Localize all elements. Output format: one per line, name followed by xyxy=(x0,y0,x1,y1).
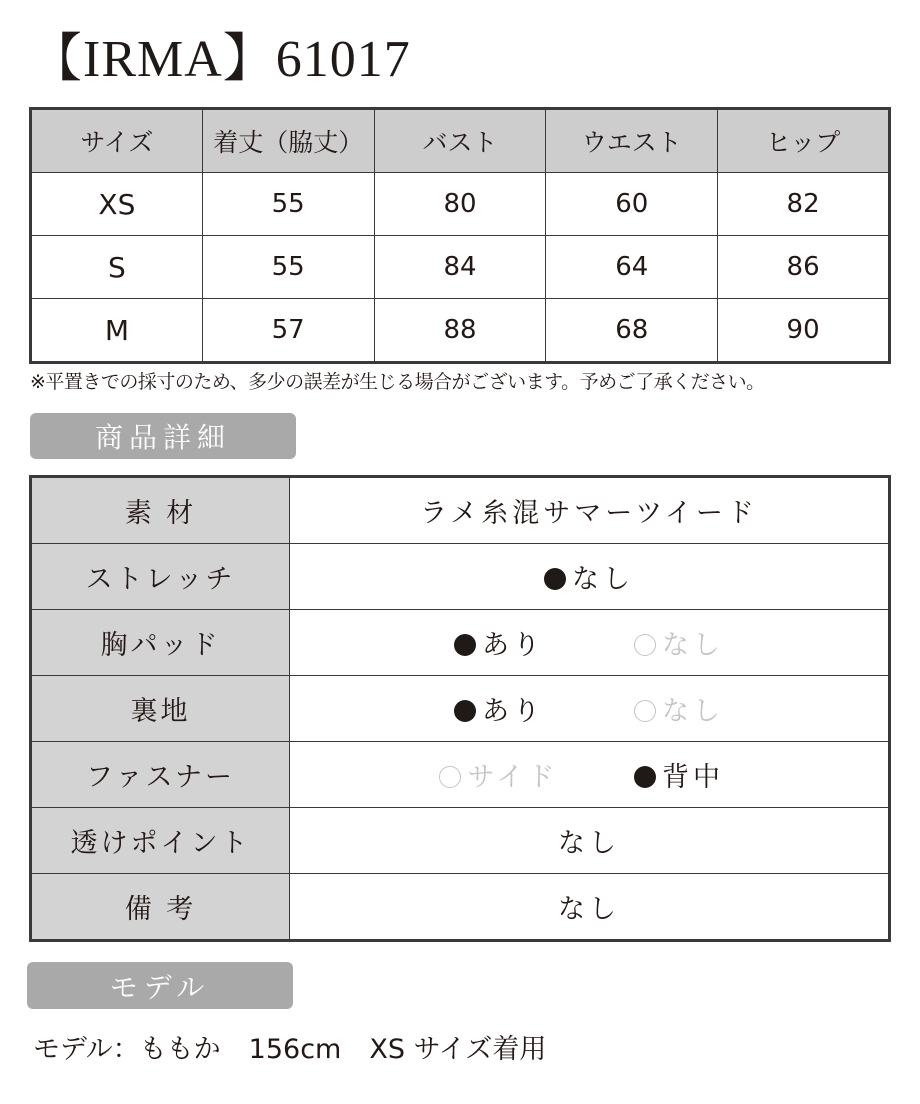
lining-options xyxy=(290,676,890,742)
sheerness-label: 透けポイント xyxy=(31,808,290,874)
fastener-label: ファスナー xyxy=(31,742,290,808)
filled-circle-icon xyxy=(454,700,476,722)
stretch-value-cell xyxy=(290,544,890,610)
material-value: ラメ糸混サマーツイード xyxy=(290,477,890,544)
fastener-option-side xyxy=(409,755,589,794)
empty-circle-icon xyxy=(634,634,656,656)
empty-circle-icon xyxy=(634,700,656,722)
lining-option-no xyxy=(589,689,769,728)
lining-option-yes xyxy=(409,689,589,728)
option-label: なし xyxy=(662,696,724,727)
header-bust: バスト xyxy=(374,109,546,173)
size-cell: XS xyxy=(31,173,203,236)
hip-cell: 90 xyxy=(718,299,890,363)
length-cell: 55 xyxy=(202,236,374,299)
hip-cell: 82 xyxy=(718,173,890,236)
bust-pad-option-yes xyxy=(409,623,589,662)
detail-row-material xyxy=(31,477,890,544)
header-length: 着丈（脇丈） xyxy=(202,109,374,173)
model-height: 156cm xyxy=(248,1034,342,1065)
table-row xyxy=(31,299,890,363)
bust-pad-label: 胸パッド xyxy=(31,610,290,676)
model-info xyxy=(33,1032,574,1068)
fastener-option-back xyxy=(589,755,769,794)
bust-pad-option-no xyxy=(589,623,769,662)
waist-cell: 60 xyxy=(546,173,718,236)
detail-row-remarks xyxy=(31,874,890,941)
table-row xyxy=(31,236,890,299)
length-cell: 55 xyxy=(202,173,374,236)
stretch-label: ストレッチ xyxy=(31,544,290,610)
product-title: 【IRMA】61017 xyxy=(30,31,411,88)
waist-cell: 64 xyxy=(546,236,718,299)
fastener-options xyxy=(290,742,890,808)
product-details-heading: 商品詳細 xyxy=(30,413,296,459)
material-label: 素 材 xyxy=(31,477,290,544)
size-cell: S xyxy=(31,236,203,299)
length-cell: 57 xyxy=(202,299,374,363)
option-label: あり xyxy=(482,630,544,661)
bust-pad-options xyxy=(290,610,890,676)
option-label: あり xyxy=(482,696,544,727)
empty-circle-icon xyxy=(439,766,461,788)
option-label: 背中 xyxy=(662,762,724,793)
bust-cell: 80 xyxy=(374,173,546,236)
bust-cell: 88 xyxy=(374,299,546,363)
size-table-header-row xyxy=(31,109,890,173)
remarks-label: 備 考 xyxy=(31,874,290,941)
bust-cell: 84 xyxy=(374,236,546,299)
size-table xyxy=(29,107,891,364)
remarks-value: なし xyxy=(290,874,890,941)
hip-cell: 86 xyxy=(718,236,890,299)
filled-circle-icon xyxy=(454,634,476,656)
header-waist: ウエスト xyxy=(546,109,718,173)
header-hip: ヒップ xyxy=(718,109,890,173)
detail-row-sheerness xyxy=(31,808,890,874)
waist-cell: 68 xyxy=(546,299,718,363)
model-heading: モデル xyxy=(27,962,293,1009)
model-name: モデル：ももか xyxy=(33,1034,221,1065)
filled-circle-icon xyxy=(634,766,656,788)
detail-row-lining xyxy=(31,676,890,742)
detail-row-stretch xyxy=(31,544,890,610)
detail-row-fastener xyxy=(31,742,890,808)
model-size-worn: XS サイズ着用 xyxy=(369,1034,547,1065)
lining-label: 裏地 xyxy=(31,676,290,742)
detail-row-bust-pad xyxy=(31,610,890,676)
sheerness-value: なし xyxy=(290,808,890,874)
measurement-note: ※平置きでの採寸のため、多少の誤差が生じる場合がございます。予めご了承ください。 xyxy=(30,371,765,393)
size-cell: M xyxy=(31,299,203,363)
option-label: なし xyxy=(662,630,724,661)
filled-circle-icon xyxy=(544,568,566,590)
product-details-table xyxy=(29,475,891,942)
stretch-value: なし xyxy=(572,564,634,595)
header-size: サイズ xyxy=(31,109,203,173)
table-row xyxy=(31,173,890,236)
option-label: サイド xyxy=(467,762,559,793)
